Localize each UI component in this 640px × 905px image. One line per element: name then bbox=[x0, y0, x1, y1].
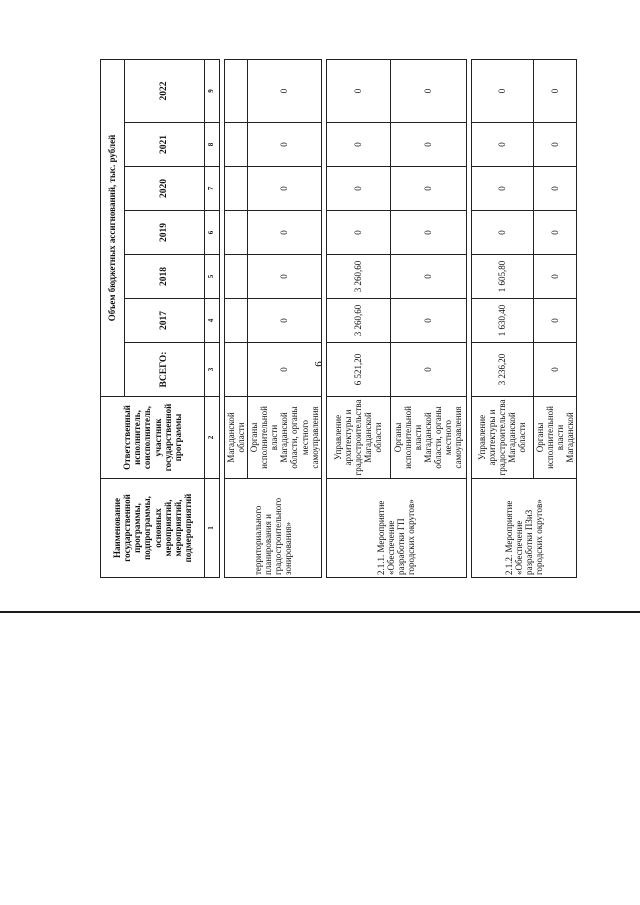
value-cell: 0 bbox=[533, 167, 576, 211]
value-cell bbox=[225, 255, 248, 299]
value-cell: 0 bbox=[390, 299, 466, 343]
value-cell: 0 bbox=[471, 123, 533, 167]
value-cell: 0 bbox=[326, 167, 390, 211]
column-number: 6 bbox=[205, 211, 220, 255]
executor-cell: Органы исполнительной власти Магаданской области, органы местного самоуправления bbox=[248, 397, 322, 479]
value-cell: 0 bbox=[390, 167, 466, 211]
header-executor: Ответственный исполнитель, соисполнитель, участник государственной программы bbox=[101, 397, 205, 479]
program-name: территориального планирования и градостроительного зонирования» bbox=[225, 479, 322, 578]
page-number: 6 bbox=[312, 361, 325, 367]
value-cell: 0 bbox=[326, 123, 390, 167]
value-cell: 0 bbox=[533, 343, 576, 397]
value-cell bbox=[225, 123, 248, 167]
program-name: 2.1.2. Мероприятие «Обеспечение разработки ПЗиЗ городских округов» bbox=[471, 479, 576, 578]
value-cell: 0 bbox=[390, 123, 466, 167]
value-cell: 0 bbox=[248, 59, 322, 122]
value-cell: 0 bbox=[390, 211, 466, 255]
column-number: 5 bbox=[205, 255, 220, 299]
column-number: 1 bbox=[205, 479, 220, 578]
value-cell: 0 bbox=[533, 255, 576, 299]
table-row bbox=[471, 59, 533, 577]
value-cell: 0 bbox=[390, 255, 466, 299]
value-cell: 0 bbox=[533, 299, 576, 343]
program-name: 2.1.1. Мероприятие «Обеспечение разработки ГП городских округов» bbox=[326, 479, 466, 578]
column-number-row bbox=[205, 59, 220, 577]
value-cell bbox=[225, 343, 248, 397]
executor-cell: Управление архитектуры и градостроительства Магаданской области bbox=[326, 397, 390, 479]
value-cell: 0 bbox=[471, 211, 533, 255]
header-row-1 bbox=[101, 59, 125, 577]
budget-table bbox=[100, 59, 577, 578]
value-cell: 0 bbox=[533, 59, 576, 122]
value-cell: 0 bbox=[390, 343, 466, 397]
column-number: 2 bbox=[205, 397, 220, 479]
value-cell: 0 bbox=[248, 343, 322, 397]
value-cell: 0 bbox=[471, 59, 533, 122]
header-budget-group: Объем бюджетных ассигнований, тыс. рублей bbox=[101, 59, 125, 396]
column-number: 4 bbox=[205, 299, 220, 343]
executor-cell: Органы исполнительной власти Магаданской области, органы местного самоуправления bbox=[390, 397, 466, 479]
value-cell: 0 bbox=[248, 211, 322, 255]
value-cell: 3 236,20 bbox=[471, 343, 533, 397]
executor-cell: Магаданской области bbox=[225, 397, 248, 479]
value-cell bbox=[225, 59, 248, 122]
value-cell: 0 bbox=[326, 59, 390, 122]
budget-table-rotated bbox=[100, 60, 574, 578]
header-name: Наименование государственной программы, подпрограммы, основных мероприятий, мероприятий, подмероприятий bbox=[101, 479, 205, 578]
value-cell: 3 260,60 bbox=[326, 299, 390, 343]
table-row bbox=[326, 59, 390, 577]
header-year: 2018 bbox=[125, 255, 205, 299]
value-cell: 0 bbox=[248, 299, 322, 343]
value-cell bbox=[225, 211, 248, 255]
value-cell bbox=[225, 299, 248, 343]
header-year: 2020 bbox=[125, 167, 205, 211]
value-cell: 0 bbox=[326, 211, 390, 255]
column-number: 7 bbox=[205, 167, 220, 211]
value-cell: 6 521,20 bbox=[326, 343, 390, 397]
header-year: 2017 bbox=[125, 299, 205, 343]
value-cell: 0 bbox=[533, 123, 576, 167]
value-cell: 0 bbox=[248, 123, 322, 167]
value-cell: 0 bbox=[471, 167, 533, 211]
column-number: 9 bbox=[205, 59, 220, 122]
header-total: ВСЕГО: bbox=[125, 343, 205, 397]
value-cell: 0 bbox=[248, 167, 322, 211]
value-cell bbox=[225, 167, 248, 211]
executor-cell: Управление архитектуры и градостроительства Магаданской области bbox=[471, 397, 533, 479]
column-number: 3 bbox=[205, 343, 220, 397]
column-number: 8 bbox=[205, 123, 220, 167]
executor-cell: Органы исполнительной власти Магаданской bbox=[533, 397, 576, 479]
value-cell: 1 630,40 bbox=[471, 299, 533, 343]
header-year: 2019 bbox=[125, 211, 205, 255]
horizontal-rule bbox=[0, 611, 640, 613]
value-cell: 0 bbox=[390, 59, 466, 122]
table-row bbox=[225, 59, 248, 577]
header-year: 2022 bbox=[125, 59, 205, 122]
value-cell: 0 bbox=[533, 211, 576, 255]
header-year: 2021 bbox=[125, 123, 205, 167]
value-cell: 0 bbox=[248, 255, 322, 299]
value-cell: 3 260,60 bbox=[326, 255, 390, 299]
value-cell: 1 605,80 bbox=[471, 255, 533, 299]
